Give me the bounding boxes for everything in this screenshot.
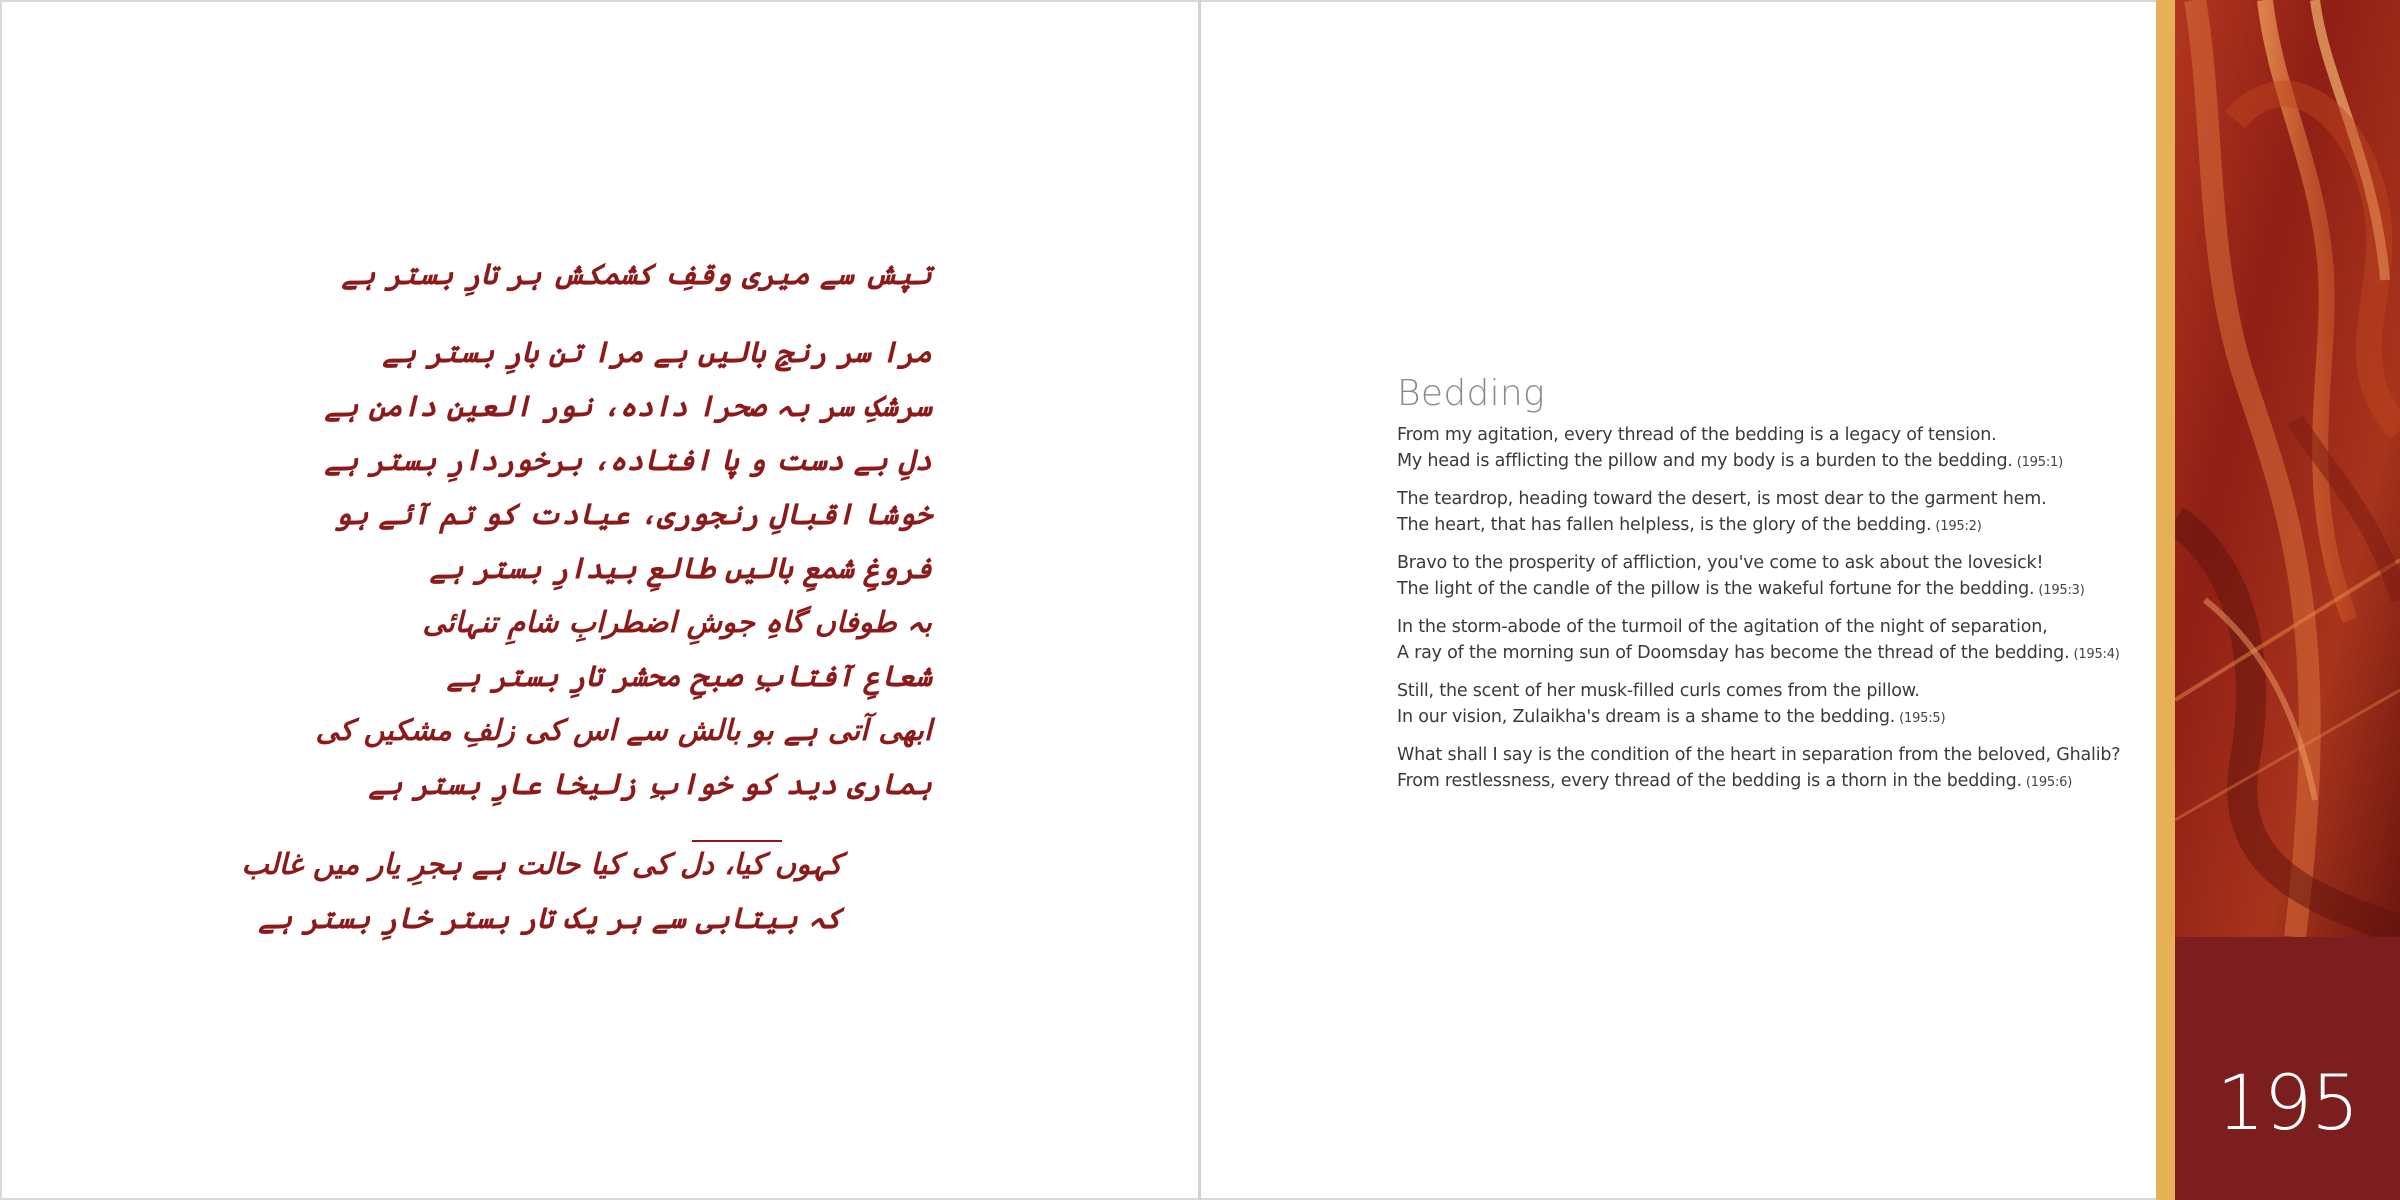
urdu-line: ہماری دید کو خوابِ زلیخا عارِ بستر ہے bbox=[368, 767, 932, 801]
urdu-line: سرشکِ سر بہ صحرا دادہ، نور العینِ دامن ہے bbox=[324, 389, 932, 423]
couplet bbox=[1397, 422, 2097, 476]
verse-line: From restlessness, every thread of the bedding is a thorn in the bedding. (195:6) bbox=[1397, 770, 2073, 791]
verse-reference: (195:4) bbox=[2073, 646, 2120, 662]
urdu-line: کہ بیتابی سے ہر یک تار بستر خارِ بستر ہے bbox=[258, 901, 842, 935]
couplet bbox=[1397, 550, 2097, 604]
translation-block bbox=[1397, 373, 2121, 806]
verse-line: What shall I say is the condition of the heart in separation from the beloved, Ghalib? bbox=[1397, 744, 2121, 765]
verse-reference: (195:5) bbox=[1899, 710, 1946, 726]
couplet bbox=[1397, 678, 2097, 732]
urdu-line: تپش سے میری وقفِ کشمکش ہر تارِ بستر ہے bbox=[341, 257, 932, 291]
abstract-painting-image bbox=[2175, 0, 2400, 937]
verse-reference: (195:6) bbox=[2025, 774, 2073, 790]
urdu-line: خوشا اقبالِ رنجوری، عیادت کو تم آئے ہو bbox=[334, 497, 932, 531]
page-number-panel bbox=[2175, 937, 2400, 1200]
verse-line: My head is afflicting the pillow and my body is a burden to the bedding. (195:1) bbox=[1397, 450, 2063, 471]
urdu-line: کہوں کیا، دل کی کیا حالت ہے ہجرِ یار میں غالب bbox=[241, 847, 842, 881]
urdu-line: مرا سر رنجِ بالیں ہے مرا تن بارِ بستر ہے bbox=[382, 335, 932, 369]
verse-line: Still, the scent of her musk-filled curls comes from the pillow. bbox=[1397, 680, 1920, 701]
urdu-calligraphy-block bbox=[241, 257, 932, 960]
urdu-line: فروغِ شمعِ بالیں طالعِ بیدارِ بستر ہے bbox=[429, 551, 932, 585]
verse-line: Bravo to the prosperity of affliction, you've come to ask about the lovesick! bbox=[1397, 552, 2044, 573]
verse-line: The teardrop, heading toward the desert, is most dear to the garment hem. bbox=[1397, 488, 2047, 509]
verse-reference: (195:2) bbox=[1935, 518, 1982, 534]
verse-line: In our vision, Zulaikha's dream is a shame to the bedding. (195:5) bbox=[1397, 706, 1946, 727]
verse-line: In the storm-abode of the turmoil of the agitation of the night of separation, bbox=[1397, 616, 2048, 637]
page-number: 195 bbox=[2216, 1058, 2359, 1147]
couplet bbox=[1397, 614, 2120, 668]
decorative-artwork bbox=[2175, 0, 2400, 937]
maqta-divider bbox=[692, 840, 782, 842]
verse-reference: (195:3) bbox=[2038, 582, 2085, 598]
verse-reference: (195:1) bbox=[2016, 454, 2063, 470]
right-page bbox=[1201, 0, 2156, 1200]
urdu-line: ابھی آتی ہے بو بالش سے اس کی زلفِ مشکیں کی bbox=[315, 713, 932, 747]
verse-line: The heart, that has fallen helpless, is the glory of the bedding. (195:2) bbox=[1397, 514, 1982, 535]
verse-line: From my agitation, every thread of the bedding is a legacy of tension. bbox=[1397, 424, 1997, 445]
urdu-line: دلِ بے دست و پا افتادہ، برخوردارِ بستر ہے bbox=[324, 443, 932, 477]
couplet bbox=[1397, 486, 2097, 540]
poem-title: Bedding bbox=[1397, 373, 1545, 414]
urdu-line: بہ طوفاں گاہِ جوشِ اضطرابِ شامِ تنہائی bbox=[422, 605, 932, 639]
verse-line: The light of the candle of the pillow is the wakeful fortune for the bedding. (195:3) bbox=[1397, 578, 2085, 599]
verse-line: A ray of the morning sun of Doomsday has become the thread of the bedding. (195:4) bbox=[1397, 642, 2120, 663]
couplet bbox=[1397, 742, 2121, 796]
gold-accent-strip bbox=[2156, 0, 2175, 1200]
urdu-line: شعاعِ آفتابِ صبحِ محشر تارِ بستر ہے bbox=[446, 659, 932, 693]
